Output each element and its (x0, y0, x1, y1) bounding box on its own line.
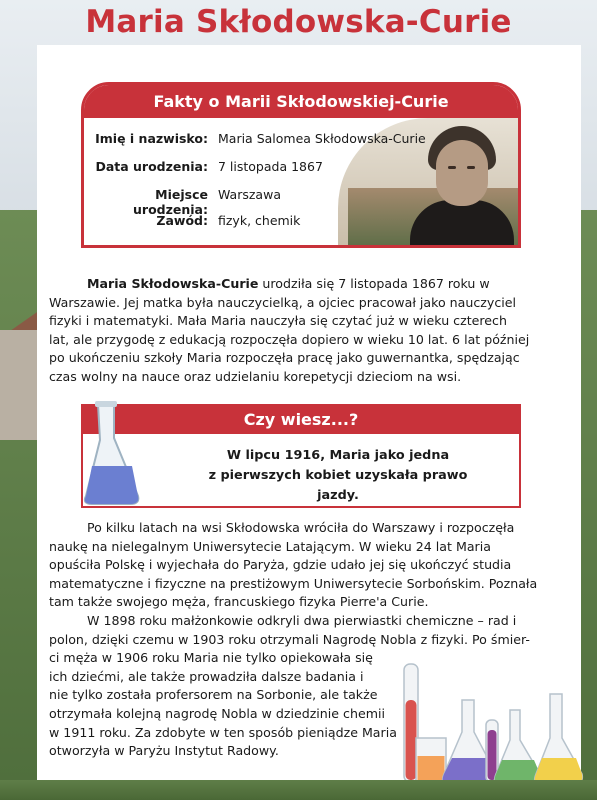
fact-label: Miejsce urodzenia: (133, 187, 208, 217)
fact-value: fizyk, chemik (218, 213, 301, 228)
body-line: otworzyła w Paryżu Instytut Radowy. (49, 743, 279, 759)
portrait-eye-left (448, 166, 456, 169)
intro-name: Maria Skłodowska-Curie (87, 276, 259, 291)
intro-line: Warszawie. Jej matka była nauczycielką, a ojciec pracował jako nauczyciel (49, 294, 517, 310)
body-line: matematyczne i fizyczne na prestiżowym Uniwersytecie Sorbońskim. Poznała (49, 575, 538, 591)
intro-line: fizyki i matematyki. Mała Maria nauczyła się czytać już w wieku czterech (49, 313, 507, 329)
intro-line (49, 275, 559, 294)
fact-label: Data urodzenia: (95, 159, 208, 174)
body-line: polon, dzięki czemu w 1903 roku otrzymali Nagrodę Nobla z fizyki. Po śmier- (49, 631, 530, 647)
body-line: ich dziećmi, ale także prowadziła dalsze badania i (49, 668, 364, 684)
did-you-know-box (81, 404, 521, 508)
facts-heading: Fakty o Marii Skłodowskiej-Curie (84, 85, 518, 118)
body-line: naukę na nielegalnym Uniwersytecie Latającym. W wieku 24 lat Maria (49, 538, 491, 554)
fact-value: Warszawa (218, 187, 281, 202)
body-line: otrzymała kolejną nagrodę Nobla w dziedzinie chemii (49, 705, 385, 721)
did-you-know-heading: Czy wiesz...? (83, 406, 519, 434)
fact-label: Zawód: (156, 213, 208, 228)
lab-glassware-icon (400, 660, 585, 786)
body-line: ci męża w 1906 roku Maria nie tylko opiekowała się (49, 650, 373, 666)
page-title: Maria Skłodowska-Curie (85, 4, 512, 40)
did-you-know-text (193, 446, 483, 506)
flask-icon (80, 400, 142, 506)
intro-paragraph (49, 275, 559, 387)
body-line: W 1898 roku małżonkowie odkryli dwa pierwiastki chemiczne – rad i (87, 613, 517, 628)
fact-value: 7 listopada 1867 (218, 159, 323, 174)
body-line: opuściła Polskę i wyjechała do Paryża, gdzie udało jej się ukończyć studia (49, 557, 512, 573)
intro-line: po ukończeniu szkoły Maria rozpoczęła pracę jako guwernantka, spędzając (49, 350, 520, 366)
intro-line: lat, ale przygodę z edukacją rozpoczęła dopiero w wieku 10 lat. 6 lat później (49, 331, 530, 347)
facts-card (81, 82, 521, 248)
background-bottom-strip (0, 780, 597, 800)
body-line: Po kilku latach na wsi Skłodowska wróciła do Warszawy i rozpoczęła (87, 520, 515, 535)
fact-label: Imię i nazwisko: (95, 131, 208, 146)
intro-line-text: urodziła się 7 listopada 1867 roku w (258, 276, 490, 291)
body-line: w 1911 roku. Za zdobyte w ten sposób pieniądze Maria (49, 724, 397, 740)
did-you-know-line: z pierwszych kobiet uzyskała prawo jazdy. (208, 468, 468, 503)
portrait-eye-right (467, 166, 475, 169)
fact-value: Maria Salomea Skłodowska-Curie (218, 131, 426, 146)
body-line: tam także swojego męża, francuskiego fizyka Pierre'a Curie. (49, 594, 429, 610)
did-you-know-line: W lipcu 1916, Maria jako jedna (226, 448, 450, 463)
intro-line: czas wolny na nauce oraz udzielaniu korepetycji dzieciom na wsi. (49, 368, 462, 384)
body-line: nie tylko została profersorem na Sorbonie, ale także (49, 687, 378, 703)
background-house (0, 330, 40, 440)
body-paragraph-1 (49, 519, 559, 612)
